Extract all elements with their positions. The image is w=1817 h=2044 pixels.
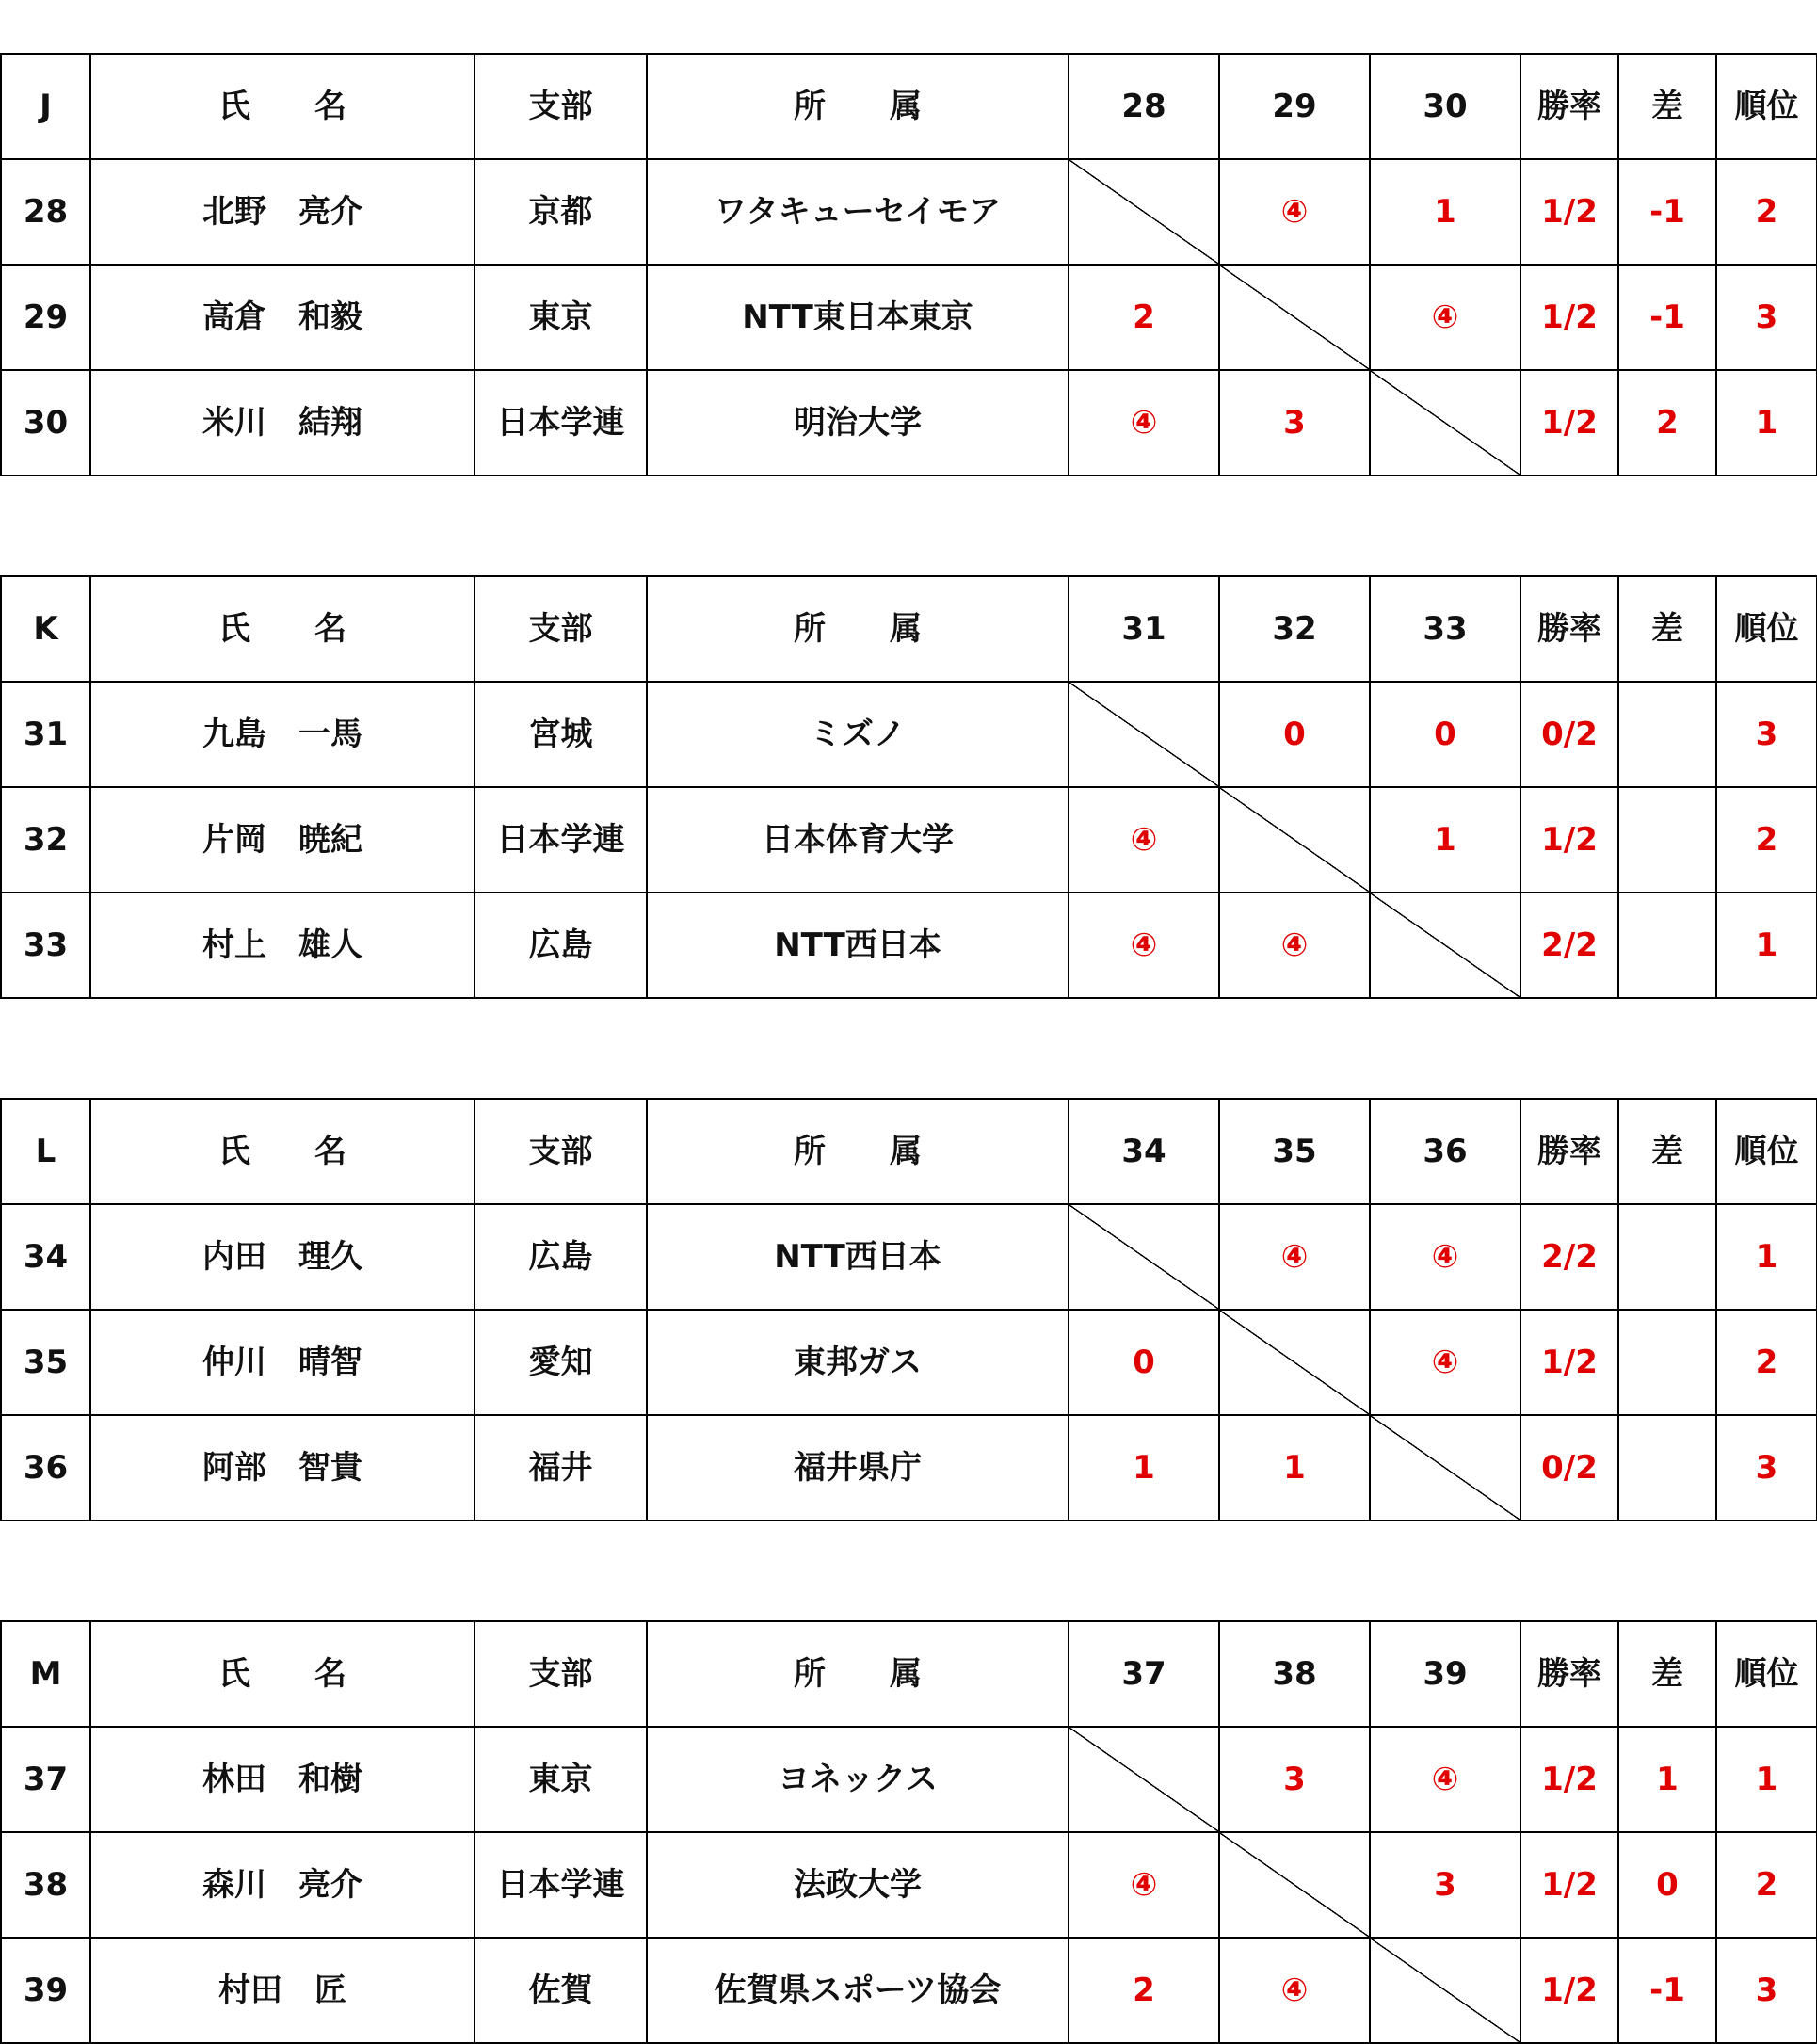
match-result: ④ (1370, 1310, 1520, 1415)
win-rate: 1/2 (1520, 1938, 1618, 2043)
player-branch: 愛知 (474, 1310, 647, 1415)
player-branch: 東京 (474, 1727, 647, 1832)
player-affiliation: ミズノ (647, 682, 1069, 787)
player-number: 33 (1, 893, 90, 998)
point-diff (1618, 893, 1716, 998)
match-result: 1 (1069, 1415, 1219, 1521)
match-result: ④ (1370, 265, 1520, 370)
rank: 2 (1716, 1310, 1817, 1415)
affiliation-header: 所 属 (647, 1621, 1069, 1727)
player-name: 内田 理久 (90, 1204, 474, 1310)
table-row (1, 1415, 1817, 1521)
player-affiliation: 日本体育大学 (647, 787, 1069, 893)
opponent-header: 28 (1069, 54, 1219, 159)
table-row (1, 1832, 1817, 1938)
player-number: 29 (1, 265, 90, 370)
player-branch: 日本学連 (474, 787, 647, 893)
player-number: 35 (1, 1310, 90, 1415)
table-row (1, 1727, 1817, 1832)
win-rate: 0/2 (1520, 682, 1618, 787)
group-table-k (0, 575, 1817, 994)
player-name: 林田 和樹 (90, 1727, 474, 1832)
win-rate: 2/2 (1520, 893, 1618, 998)
opponent-header: 33 (1370, 576, 1520, 682)
point-diff: 2 (1618, 370, 1716, 475)
point-diff (1618, 1204, 1716, 1310)
opponent-header: 36 (1370, 1099, 1520, 1204)
win-rate: 1/2 (1520, 1727, 1618, 1832)
name-header: 氏 名 (90, 576, 474, 682)
player-branch: 広島 (474, 893, 647, 998)
win-rate: 1/2 (1520, 265, 1618, 370)
group-table-m (0, 1620, 1817, 2039)
player-branch: 宮城 (474, 682, 647, 787)
opponent-header: 34 (1069, 1099, 1219, 1204)
group-letter: M (1, 1621, 90, 1727)
match-result: ④ (1069, 787, 1219, 893)
table-row (1, 1938, 1817, 2043)
player-branch: 京都 (474, 159, 647, 265)
rank: 2 (1716, 1832, 1817, 1938)
rank-header: 順位 (1716, 576, 1817, 682)
match-result: 3 (1370, 1832, 1520, 1938)
branch-header: 支部 (474, 54, 647, 159)
table-row (1, 159, 1817, 265)
table-row (1, 1204, 1817, 1310)
player-name: 片岡 暁紀 (90, 787, 474, 893)
win-rate-header: 勝率 (1520, 54, 1618, 159)
rank: 3 (1716, 1938, 1817, 2043)
match-result: ④ (1219, 893, 1370, 998)
point-diff: -1 (1618, 265, 1716, 370)
player-affiliation: 福井県庁 (647, 1415, 1069, 1521)
match-result: 0 (1219, 682, 1370, 787)
match-result: 2 (1069, 265, 1219, 370)
player-affiliation: NTT西日本 (647, 1204, 1069, 1310)
player-affiliation: ワタキューセイモア (647, 159, 1069, 265)
player-branch: 日本学連 (474, 1832, 647, 1938)
player-number: 36 (1, 1415, 90, 1521)
win-rate-header: 勝率 (1520, 1621, 1618, 1727)
diagonal-cell (1219, 787, 1370, 893)
diagonal-cell (1069, 682, 1219, 787)
header-row (1, 576, 1817, 682)
match-result: 3 (1219, 1727, 1370, 1832)
rank-header: 順位 (1716, 54, 1817, 159)
match-result: ④ (1069, 1832, 1219, 1938)
player-name: 村上 雄人 (90, 893, 474, 998)
name-header: 氏 名 (90, 54, 474, 159)
diff-header: 差 (1618, 54, 1716, 159)
win-rate: 1/2 (1520, 159, 1618, 265)
player-number: 37 (1, 1727, 90, 1832)
name-header: 氏 名 (90, 1621, 474, 1727)
player-name: 阿部 智貴 (90, 1415, 474, 1521)
group-letter: L (1, 1099, 90, 1204)
table-row (1, 265, 1817, 370)
win-rate: 1/2 (1520, 370, 1618, 475)
affiliation-header: 所 属 (647, 54, 1069, 159)
branch-header: 支部 (474, 1621, 647, 1727)
rank: 3 (1716, 682, 1817, 787)
player-name: 米川 結翔 (90, 370, 474, 475)
player-branch: 佐賀 (474, 1938, 647, 2043)
point-diff: 1 (1618, 1727, 1716, 1832)
opponent-header: 37 (1069, 1621, 1219, 1727)
diagonal-cell (1370, 370, 1520, 475)
match-result: 0 (1370, 682, 1520, 787)
match-result: ④ (1370, 1204, 1520, 1310)
header-row (1, 54, 1817, 159)
diagonal-cell (1370, 1938, 1520, 2043)
match-result: ④ (1219, 159, 1370, 265)
diff-header: 差 (1618, 1099, 1716, 1204)
player-name: 仲川 晴智 (90, 1310, 474, 1415)
match-result: ④ (1069, 370, 1219, 475)
branch-header: 支部 (474, 1099, 647, 1204)
rank: 1 (1716, 370, 1817, 475)
header-row (1, 1621, 1817, 1727)
player-name: 高倉 和毅 (90, 265, 474, 370)
player-number: 34 (1, 1204, 90, 1310)
header-row (1, 1099, 1817, 1204)
win-rate: 1/2 (1520, 1310, 1618, 1415)
diagonal-cell (1219, 265, 1370, 370)
table-row (1, 893, 1817, 998)
player-affiliation: ヨネックス (647, 1727, 1069, 1832)
match-result: 0 (1069, 1310, 1219, 1415)
rank: 3 (1716, 1415, 1817, 1521)
point-diff: 0 (1618, 1832, 1716, 1938)
table-row (1, 682, 1817, 787)
match-result: 3 (1219, 370, 1370, 475)
point-diff (1618, 787, 1716, 893)
table-row (1, 787, 1817, 893)
player-branch: 広島 (474, 1204, 647, 1310)
point-diff (1618, 1415, 1716, 1521)
diagonal-cell (1370, 893, 1520, 998)
rank: 1 (1716, 1204, 1817, 1310)
match-result: ④ (1370, 1727, 1520, 1832)
player-number: 28 (1, 159, 90, 265)
player-affiliation: NTT東日本東京 (647, 265, 1069, 370)
player-number: 30 (1, 370, 90, 475)
rank-header: 順位 (1716, 1621, 1817, 1727)
group-table-j (0, 53, 1817, 472)
player-branch: 日本学連 (474, 370, 647, 475)
branch-header: 支部 (474, 576, 647, 682)
player-affiliation: 東邦ガス (647, 1310, 1069, 1415)
diagonal-cell (1219, 1832, 1370, 1938)
opponent-header: 31 (1069, 576, 1219, 682)
match-result: ④ (1069, 893, 1219, 998)
player-affiliation: 法政大学 (647, 1832, 1069, 1938)
rank: 1 (1716, 1727, 1817, 1832)
opponent-header: 30 (1370, 54, 1520, 159)
match-result: 1 (1370, 159, 1520, 265)
table-row (1, 370, 1817, 475)
diagonal-cell (1370, 1415, 1520, 1521)
opponent-header: 35 (1219, 1099, 1370, 1204)
group-letter: J (1, 54, 90, 159)
player-name: 北野 亮介 (90, 159, 474, 265)
player-branch: 福井 (474, 1415, 647, 1521)
opponent-header: 32 (1219, 576, 1370, 682)
player-affiliation: 佐賀県スポーツ協会 (647, 1938, 1069, 2043)
diagonal-cell (1069, 159, 1219, 265)
affiliation-header: 所 属 (647, 1099, 1069, 1204)
match-result: 2 (1069, 1938, 1219, 2043)
match-result: 1 (1370, 787, 1520, 893)
player-number: 32 (1, 787, 90, 893)
player-affiliation: NTT西日本 (647, 893, 1069, 998)
diagonal-cell (1219, 1310, 1370, 1415)
win-rate-header: 勝率 (1520, 1099, 1618, 1204)
player-name: 九島 一馬 (90, 682, 474, 787)
group-letter: K (1, 576, 90, 682)
league-table (0, 1620, 1817, 2044)
name-header: 氏 名 (90, 1099, 474, 1204)
rank-header: 順位 (1716, 1099, 1817, 1204)
win-rate: 2/2 (1520, 1204, 1618, 1310)
affiliation-header: 所 属 (647, 576, 1069, 682)
match-result: ④ (1219, 1938, 1370, 2043)
match-result: ④ (1219, 1204, 1370, 1310)
group-table-l (0, 1098, 1817, 1517)
rank: 2 (1716, 787, 1817, 893)
league-table (0, 575, 1817, 999)
win-rate: 1/2 (1520, 1832, 1618, 1938)
diff-header: 差 (1618, 576, 1716, 682)
win-rate: 0/2 (1520, 1415, 1618, 1521)
opponent-header: 39 (1370, 1621, 1520, 1727)
table-row (1, 1310, 1817, 1415)
point-diff: -1 (1618, 1938, 1716, 2043)
player-number: 38 (1, 1832, 90, 1938)
player-number: 31 (1, 682, 90, 787)
match-result: 1 (1219, 1415, 1370, 1521)
player-number: 39 (1, 1938, 90, 2043)
player-branch: 東京 (474, 265, 647, 370)
opponent-header: 29 (1219, 54, 1370, 159)
point-diff (1618, 682, 1716, 787)
win-rate: 1/2 (1520, 787, 1618, 893)
rank: 3 (1716, 265, 1817, 370)
league-table (0, 1098, 1817, 1521)
diff-header: 差 (1618, 1621, 1716, 1727)
win-rate-header: 勝率 (1520, 576, 1618, 682)
player-name: 村田 匠 (90, 1938, 474, 2043)
player-affiliation: 明治大学 (647, 370, 1069, 475)
player-name: 森川 亮介 (90, 1832, 474, 1938)
diagonal-cell (1069, 1204, 1219, 1310)
rank: 1 (1716, 893, 1817, 998)
rank: 2 (1716, 159, 1817, 265)
league-table (0, 53, 1817, 476)
diagonal-cell (1069, 1727, 1219, 1832)
point-diff: -1 (1618, 159, 1716, 265)
opponent-header: 38 (1219, 1621, 1370, 1727)
point-diff (1618, 1310, 1716, 1415)
